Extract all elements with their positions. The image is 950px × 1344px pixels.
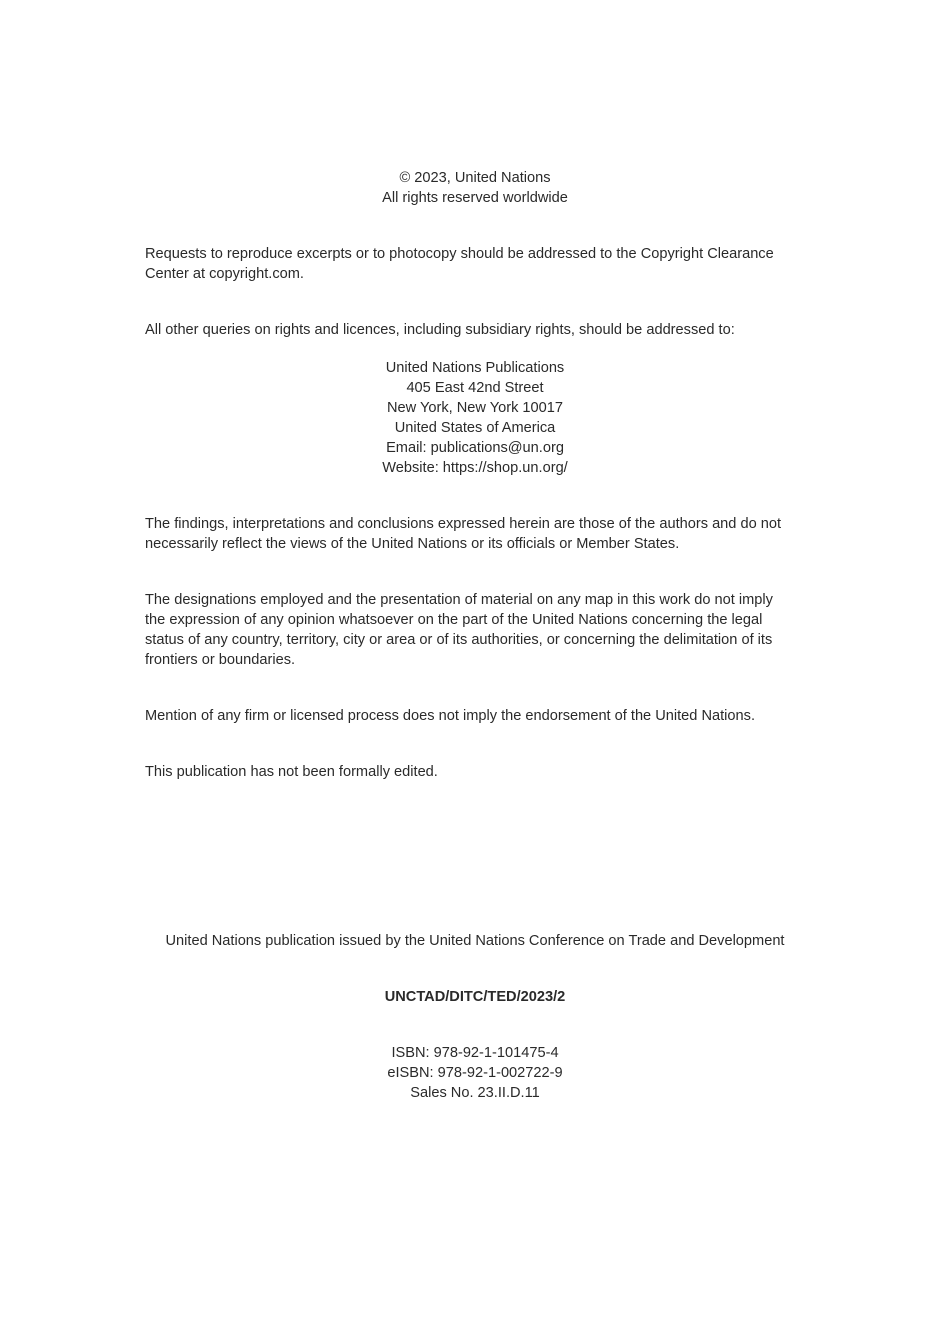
sales-number-line: Sales No. 23.II.D.11 — [410, 1085, 540, 1101]
rights-queries-paragraph: All other queries on rights and licences, including subsidiary rights, should be addressed to: — [145, 322, 735, 338]
publisher-email: Email: publications@un.org — [386, 440, 564, 456]
publisher-city: New York, New York 10017 — [386, 400, 564, 416]
designations-disclaimer-paragraph: The designations employed and the presentation of material on any map in this work do not imply the expression of any opinion whatsoever on the part of the United Nations concerning the legal status of any country, territory, city or area or of its authorities, or concerning the delimitation of its frontiers or boundaries. — [145, 592, 773, 668]
publisher-name: United Nations Publications — [385, 360, 565, 376]
publisher-website: Website: https://shop.un.org/ — [382, 460, 568, 476]
findings-disclaimer-paragraph: The findings, interpretations and conclusions expressed herein are those of the authors and do not necessarily reflect the views of the United Nations or its officials or Member States. — [145, 516, 782, 552]
eisbn-line: eISBN: 978-92-1-002722-9 — [387, 1065, 563, 1081]
publisher-address — [0, 358, 950, 478]
rights-reserved-line: All rights reserved worldwide — [382, 190, 568, 206]
publisher-street: 405 East 42nd Street — [406, 380, 544, 396]
isbn-line: ISBN: 978-92-1-101475-4 — [391, 1045, 559, 1061]
endorsement-disclaimer-paragraph: Mention of any firm or licensed process does not imply the endorsement of the United Nations. — [145, 708, 756, 724]
reproduction-requests-paragraph: Requests to reproduce excerpts or to photocopy should be addressed to the Copyright Clearance Center at copyright.com. — [145, 246, 774, 282]
copyright-line: © 2023, United Nations — [399, 170, 551, 186]
editing-notice-paragraph: This publication has not been formally edited. — [145, 764, 438, 780]
issuing-body-line: United Nations publication issued by the United Nations Conference on Trade and Development — [165, 933, 785, 949]
copyright-notice — [0, 168, 950, 208]
publication-identifiers — [0, 1043, 950, 1103]
publisher-country: United States of America — [394, 420, 556, 436]
document-symbol: UNCTAD/DITC/TED/2023/2 — [384, 989, 566, 1005]
